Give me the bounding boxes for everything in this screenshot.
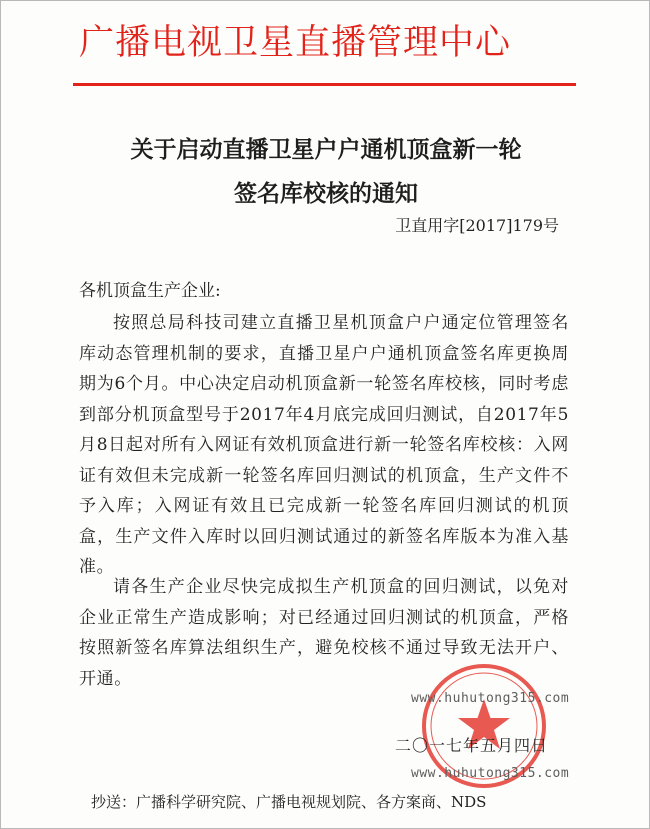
notice-title-line1: 关于启动直播卫星户户通机顶盒新一轮	[130, 136, 522, 163]
body-paragraph-2: 请各生产企业尽快完成拟生产机顶盒的回归测试，以免对企业正常生产造成影响；对已经通过回归测试的机顶盒，严格按照新签名库算法组织生产，避免校核不通过导致无法开户、开通。	[79, 577, 569, 689]
header-divider	[73, 83, 576, 86]
cc-list: 抄送：广播科学研究院、广播电视规划院、各方案商、NDS	[91, 793, 487, 811]
notice-title-line2: 签名库校核的通知	[234, 180, 418, 207]
issue-date: 二〇一七年五月四日	[395, 736, 549, 755]
document-number: 卫直用字[2017]179号	[395, 216, 559, 235]
watermark-url-2: www.huhutong315.com	[411, 766, 570, 781]
org-header: 广播电视卫星直播管理中心	[79, 23, 512, 63]
watermark-url-1: www.huhutong315.com	[411, 691, 570, 706]
body-paragraph-1: 按照总局科技司建立直播卫星机顶盒户户通定位管理签名库动态管理机制的要求，直播卫星户户通机顶盒签名库更换周期为6个月。中心决定启动机顶盒新一轮签名库校核，同时考虑到部分机顶盒型号于2017年4月底完成回归测试，自2017年5月8日起对所有入网证有效机顶盒进行新一轮签名库校核：入网证有效但未完成新一轮签名库回归测试的机顶盒，生产文件不予入库；入网证有效且已完成新一轮签名库回归测试的机顶盒，生产文件入库时以回归测试通过的新签名库版本为准入基准。	[79, 313, 569, 577]
greeting: 各机顶盒生产企业:	[79, 281, 221, 301]
